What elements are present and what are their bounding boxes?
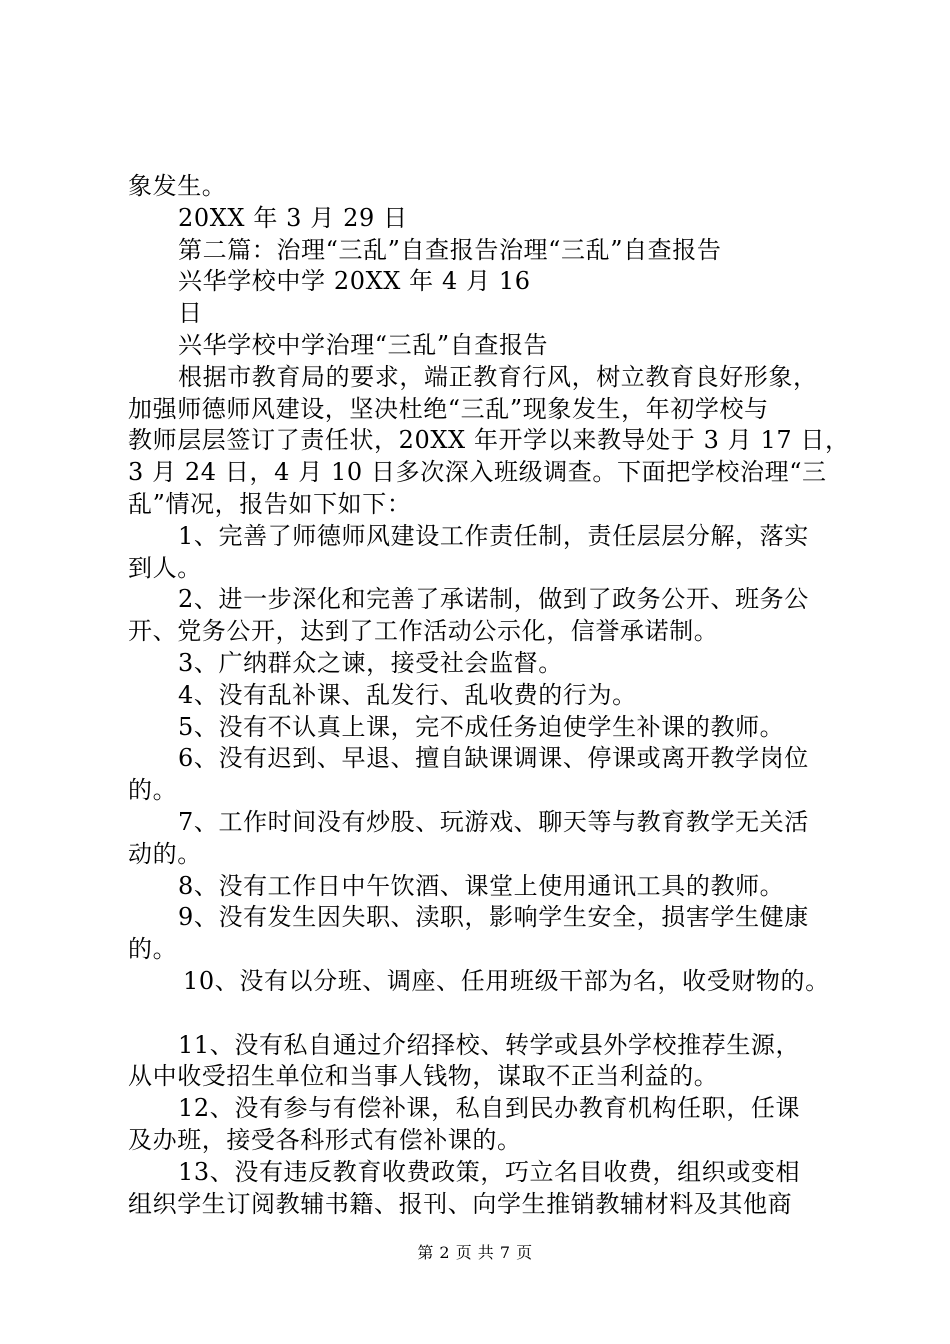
section-heading: 第二篇：治理“三乱”自查报告治理“三乱”自查报告: [178, 235, 722, 264]
list-item-1: 1、完善了师德师风建设工作责任制，责任层层分解，落实: [178, 521, 809, 550]
list-item-11-cont: 从中收受招生单位和当事人钱物，谋取不正当利益的。: [128, 1062, 719, 1091]
list-item-9-cont: 的。: [128, 935, 178, 964]
paragraph-line: 根据市教育局的要求，端正教育行风，树立教育良好形象，: [178, 362, 818, 391]
text-line: 象发生。: [128, 172, 227, 200]
list-item-2: 2、进一步深化和完善了承诺制，做到了政务公开、班务公: [178, 585, 809, 614]
page-footer: 第 2 页 共 7 页: [417, 1243, 533, 1262]
list-item-12: 12、没有参与有偿补课，私自到民办教育机构任职，任课: [178, 1094, 801, 1123]
list-item-9: 9、没有发生因失职、渎职，影响学生安全，损害学生健康: [178, 903, 809, 932]
paragraph-line: 加强师德师风建设，坚决杜绝“三乱”现象发生，年初学校与: [128, 394, 769, 423]
list-item-7-cont: 动的。: [128, 839, 202, 868]
list-item-13-cont: 组织学生订阅教辅书籍、报刊、向学生推销教辅材料及其他商: [128, 1189, 793, 1218]
list-item-12-cont: 及办班，接受各科形式有偿补课的。: [128, 1125, 522, 1154]
school-date-line: 兴华学校中学 20XX 年 4 月 16: [178, 267, 531, 296]
list-item-6: 6、没有迟到、早退、擅自缺课调课、停课或离开教学岗位: [178, 744, 809, 773]
report-title: 兴华学校中学治理“三乱”自查报告: [178, 330, 549, 359]
list-item-7: 7、工作时间没有炒股、玩游戏、聊天等与教育教学无关活: [178, 807, 809, 836]
list-item-4: 4、没有乱补课、乱发行、乱收费的行为。: [178, 680, 637, 709]
list-item-1-cont: 到人。: [128, 553, 202, 582]
list-item-13: 13、没有违反教育收费政策，巧立名目收费，组织或变相: [178, 1157, 801, 1186]
list-item-8: 8、没有工作日中午饮酒、课堂上使用通讯工具的教师。: [178, 871, 785, 900]
list-item-10: 10、没有以分班、调座、任用班级干部为名，收受财物的。: [183, 966, 830, 995]
paragraph-line: 乱”情况，报告如下如下：: [128, 489, 412, 518]
paragraph-line: 3 月 24 日，4 月 10 日多次深入班级调查。下面把学校治理“三: [128, 458, 827, 487]
list-item-6-cont: 的。: [128, 776, 178, 805]
list-item-11: 11、没有私自通过介绍择校、转学或县外学校推荐生源，: [178, 1030, 801, 1059]
list-item-5: 5、没有不认真上课，完不成任务迫使学生补课的教师。: [178, 712, 785, 741]
list-item-2-cont: 开、党务公开，达到了工作活动公示化，信誉承诺制。: [128, 617, 719, 646]
document-body: [128, 171, 850, 1220]
school-date-line-cont: 日: [178, 299, 203, 328]
paragraph-line: 教师层层签订了责任状，20XX 年开学以来教导处于 3 月 17 日，: [128, 426, 850, 455]
list-item-3: 3、广纳群众之谏，接受社会监督。: [178, 648, 563, 677]
blank-line: [128, 998, 840, 1030]
date-line: 20XX 年 3 月 29 日: [178, 203, 408, 232]
